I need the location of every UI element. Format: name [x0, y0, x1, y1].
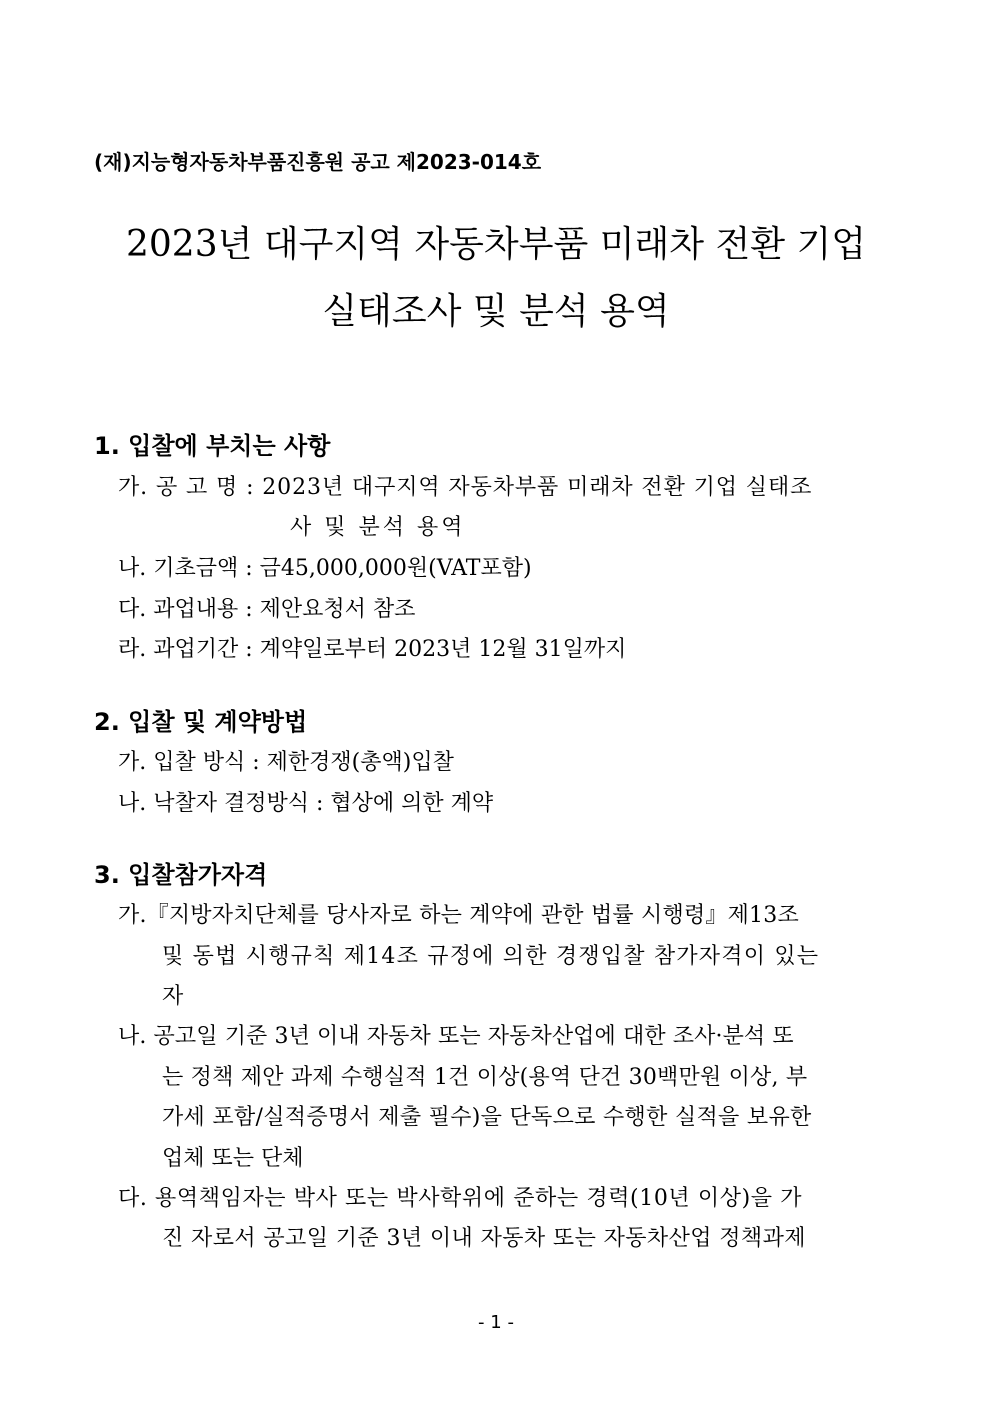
- section3-item-na-line1: 나. 공고일 기준 3년 이내 자동차 또는 자동차산업에 대한 조사·분석 또: [118, 1024, 794, 1049]
- section2-heading: 2. 입찰 및 계약방법: [94, 708, 308, 736]
- document-title-line1: 2023년 대구지역 자동차부품 미래차 전환 기업: [125, 224, 867, 265]
- section1-item-ra: 라. 과업기간 : 계약일로부터 2023년 12월 31일까지: [118, 637, 627, 662]
- notice-number: (재)지능형자동차부품진흥원 공고 제2023-014호: [94, 150, 542, 174]
- section1-heading: 1. 입찰에 부치는 사항: [94, 432, 331, 460]
- document-title-line2: 실태조사 및 분석 용역: [322, 291, 670, 332]
- section1-item-na: 나. 기초금액 : 금45,000,000원(VAT포함): [118, 556, 532, 581]
- section1-item-ga-cont: 사 및 분석 용역: [290, 515, 466, 540]
- section2-item-ga: 가. 입찰 방식 : 제한경쟁(총액)입찰: [118, 750, 454, 775]
- section3-heading: 3. 입찰참가자격: [94, 861, 268, 889]
- section1-item-da: 다. 과업내용 : 제안요청서 참조: [118, 597, 416, 622]
- section3-item-na-line4: 업체 또는 단체: [162, 1146, 304, 1171]
- section3-item-da-line2: 진 자로서 공고일 기준 3년 이내 자동차 또는 자동차산업 정책과제: [162, 1226, 806, 1251]
- section3-item-na-line3: 가세 포함/실적증명서 제출 필수)을 단독으로 수행한 실적을 보유한: [162, 1105, 812, 1130]
- section3-item-ga-line2: 및 동법 시행규칙 제14조 규정에 의한 경쟁입찰 참가자격이 있는: [162, 944, 820, 969]
- section1-item-ga: 가. 공 고 명 : 2023년 대구지역 자동차부품 미래차 전환 기업 실태조: [118, 475, 813, 500]
- section3-item-da-line1: 다. 용역책임자는 박사 또는 박사학위에 준하는 경력(10년 이상)을 가: [118, 1186, 803, 1211]
- section3-item-ga-line1: 가.『지방자치단체를 당사자로 하는 계약에 관한 법률 시행령』제13조: [118, 903, 799, 928]
- section3-item-na-line2: 는 정책 제안 과제 수행실적 1건 이상(용역 단건 30백만원 이상, 부: [162, 1065, 808, 1090]
- section3-item-ga-line3: 자: [162, 984, 184, 1009]
- section2-item-na: 나. 낙찰자 결정방식 : 협상에 의한 계약: [118, 791, 494, 816]
- page-number: - 1 -: [478, 1312, 514, 1333]
